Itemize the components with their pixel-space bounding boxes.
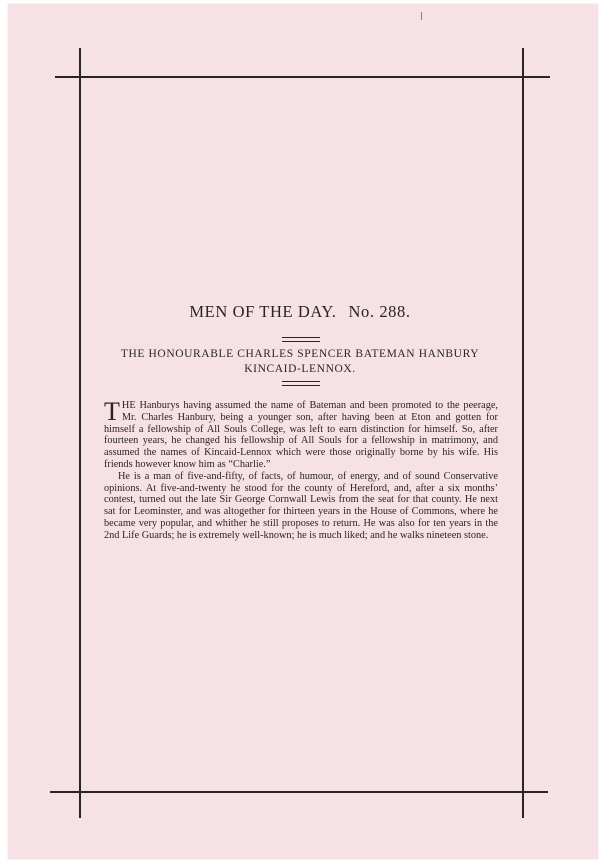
subject-name-line-1: THE HONOURABLE CHARLES SPENCER BATEMAN HANBURY (120, 348, 480, 360)
subtitle-divider (282, 381, 320, 386)
drop-cap: T (104, 397, 120, 426)
article-body (104, 397, 498, 542)
subject-name (60, 347, 540, 377)
frame-top-rule (55, 76, 550, 78)
paper-mark (421, 12, 422, 20)
subject-name-line-2: KINCAID-LENNOX. (244, 363, 356, 375)
article-paragraph-1 (104, 397, 498, 471)
paragraph-1-text: HE Hanburys having assumed the name of Bateman and been promoted to the peerage, Mr. Charles Hanbury, being a younger son, after having been at Eton and gotten for himself a fellowship of All Souls College, was left to earn distinction for himself. So, after fourteen years, he changed his fellowship of All Souls for a fellowship in matrimony, and assumed the names of Kincaid-Lennox which were those originally borne by his wife. His friends however know him as “Charlie.” (104, 400, 498, 470)
title-main: MEN OF THE DAY. (189, 302, 337, 321)
frame-left-rule (79, 48, 81, 818)
title-divider (282, 337, 320, 342)
page-title (0, 302, 600, 322)
article-paragraph-2: He is a man of five-and-fifty, of facts, of humour, of energy, and of sound Conservative opinions. At five-and-twenty he stood for the county of Hereford, and, after a six months’ contest, turned out the late Sir George Cornwall Lewis from the seat for that county. He next sat for Leominster, and was altogether for thirteen years in the House of Commons, where he became very popular, and whither he still proposes to return. He was also for ten years in the 2nd Life Guards; he is extremely well-known; he is much liked; and he walks nineteen stone. (104, 470, 498, 541)
frame-bottom-rule (50, 791, 548, 793)
frame-right-rule (522, 48, 524, 818)
title-number: No. 288. (348, 302, 411, 321)
